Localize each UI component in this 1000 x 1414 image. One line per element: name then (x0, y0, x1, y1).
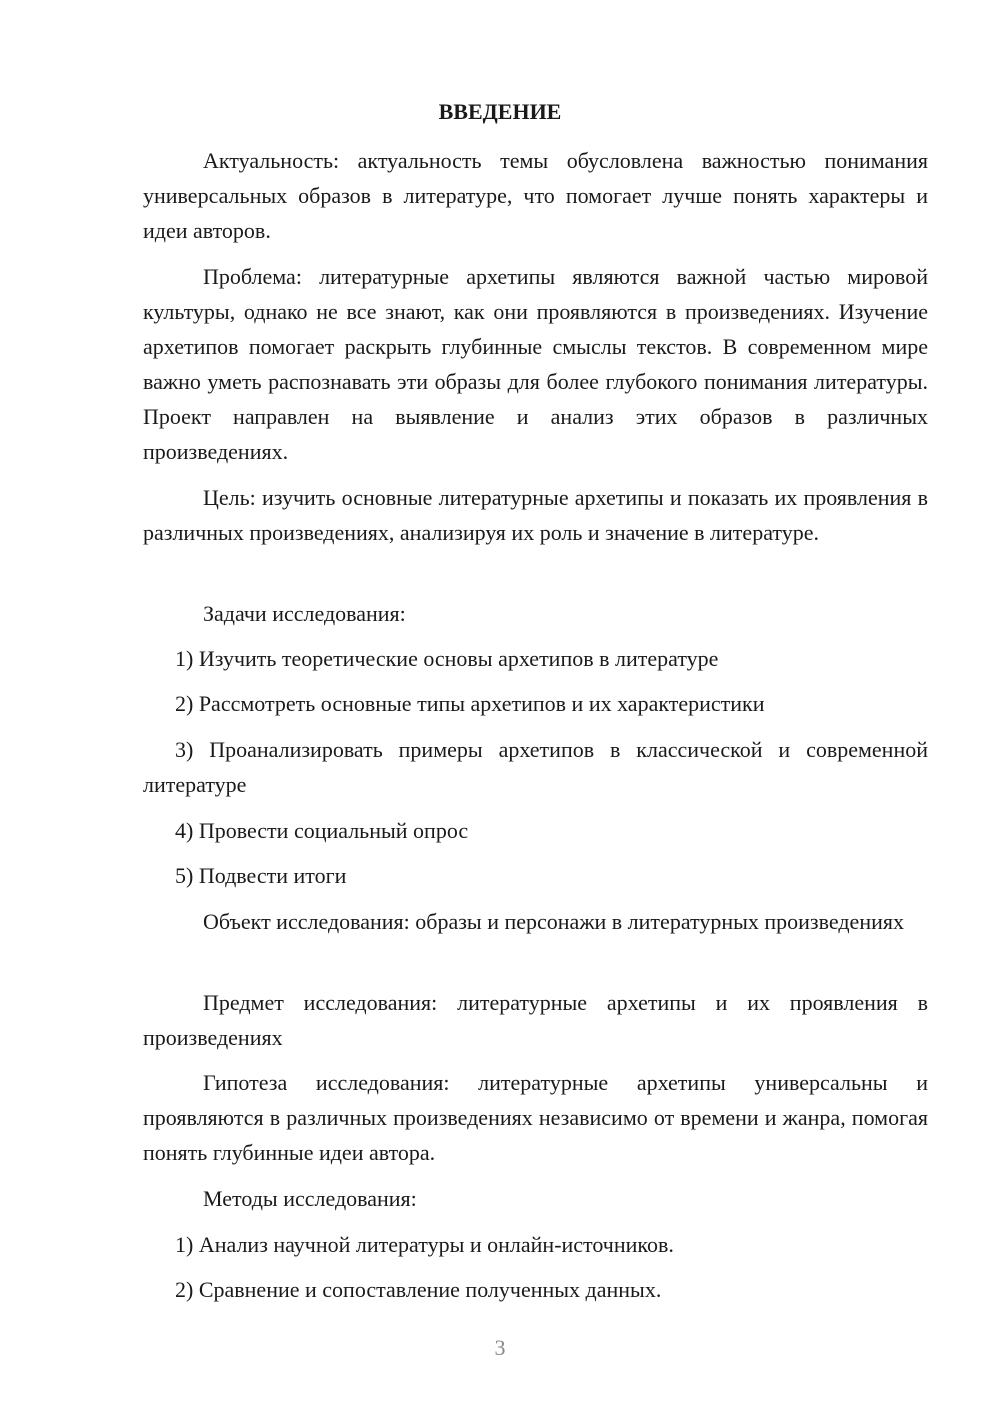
paragraph-relevance: Актуальность: актуальность темы обусловлена важностью понимания универсальных образов в литературе, что помогает лучше понять характеры и идеи авторов. (143, 148, 928, 243)
paragraph-hypothesis: Гипотеза исследования: литературные архетипы универсальны и проявляются в различных произведениях независимо от времени и жанра, помогая понять глубинные идеи автора. (143, 1070, 928, 1165)
list-item: 1) Анализ научной литературы и онлайн-источников. (175, 1232, 674, 1257)
list-item: 4) Провести социальный опрос (175, 818, 469, 843)
paragraph-problem: Проблема: литературные архетипы являются важной частью мировой культуры, однако не все знают, как они проявляются в произведениях. Изучение архетипов помогает раскрыть глубинные смыслы текстов. В современном мире важно уметь распознавать эти образы для более глубокого понимания литературы. Проект направлен на выявление и анализ этих образов в различных произведениях. (143, 264, 928, 464)
paragraph-object: Объект исследования: образы и персонажи в литературных произведениях (203, 909, 904, 934)
paragraph-methods-heading: Методы исследования: (203, 1186, 417, 1211)
page-title: ВВЕДЕНИЕ (438, 99, 562, 124)
list-item: 2) Сравнение и сопоставление полученных данных. (175, 1277, 662, 1302)
page-number: 3 (494, 1335, 506, 1360)
list-item: 5) Подвести итоги (175, 863, 347, 888)
list-item: 1) Изучить теоретические основы архетипов в литературе (175, 646, 719, 671)
list-item: 3) Проанализировать примеры архетипов в классической и современной литературе (143, 737, 928, 797)
paragraph-goal: Цель: изучить основные литературные архетипы и показать их проявления в различных произведениях, анализируя их роль и значение в литературе. (143, 485, 928, 545)
list-item: 2) Рассмотреть основные типы архетипов и их характеристики (175, 691, 765, 716)
paragraph-subject: Предмет исследования: литературные архетипы и их проявления в произведениях (143, 990, 928, 1050)
paragraph-tasks-heading: Задачи исследования: (203, 601, 406, 626)
